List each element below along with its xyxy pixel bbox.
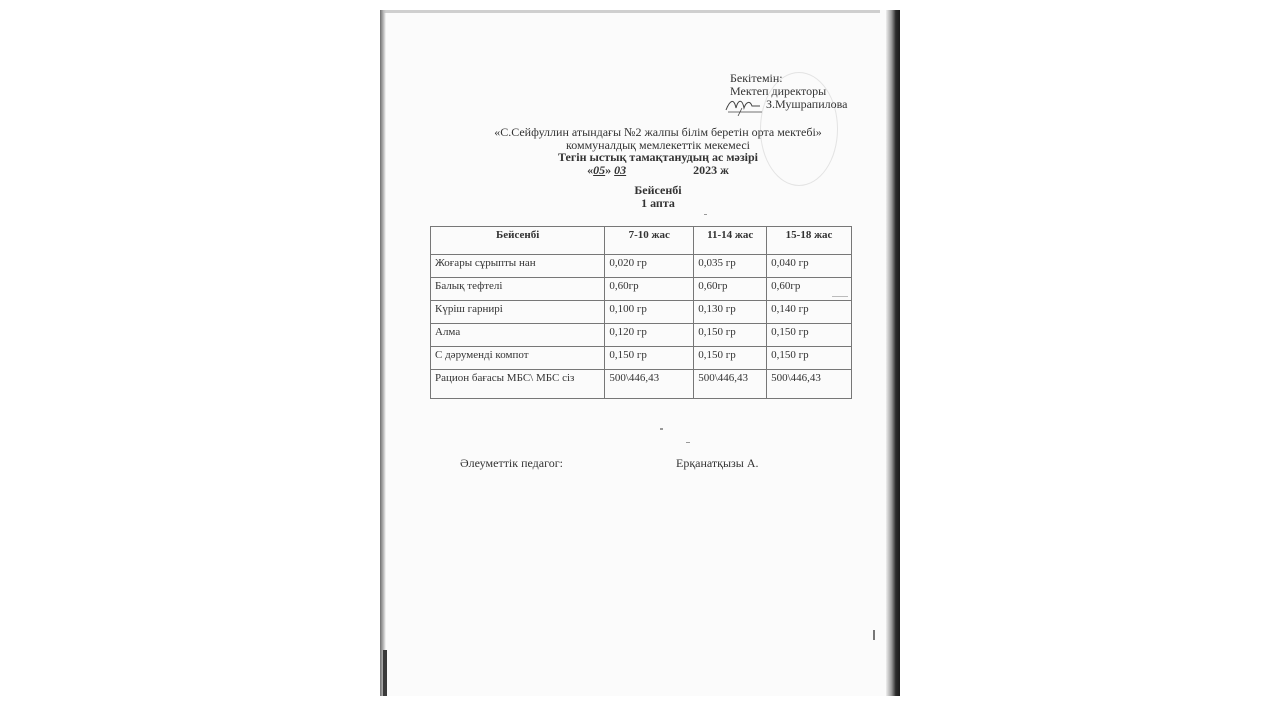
- date-year: 2023 ж: [693, 162, 729, 177]
- scan-speck: [832, 296, 848, 297]
- institution-type: коммуналдық мемлекеттік мекемесі: [565, 137, 750, 152]
- dish-name: Алма: [431, 324, 605, 347]
- price-label: Рацион бағасы МБС\ МБС сіз: [431, 370, 605, 399]
- scanned-document-page: [380, 10, 900, 696]
- portion-cell: 0,130 гр: [694, 301, 767, 324]
- page-left-edge-shadow: [380, 10, 386, 696]
- table-row: [431, 301, 852, 324]
- portion-cell: 0,150 гр: [767, 347, 852, 370]
- school-name: «С.Сейфуллин атындағы №2 жалпы білім беретін орта мектебі»: [494, 125, 822, 139]
- date-month: 03: [614, 162, 627, 177]
- handwritten-signature: [724, 94, 764, 116]
- page-left-edge-dark: [383, 650, 387, 696]
- portion-cell: 0,035 гр: [694, 255, 767, 278]
- approval-position: Мектеп директоры: [730, 84, 827, 98]
- table-row: [431, 278, 852, 301]
- social-pedagogue-name: Ерқанатқызы А.: [676, 456, 759, 470]
- director-name: З.Мушрапилова: [766, 97, 848, 111]
- table-row: [431, 324, 852, 347]
- portion-cell: 0,150 гр: [694, 347, 767, 370]
- column-header: 11-14 жас: [694, 227, 767, 255]
- scan-speck: [704, 214, 707, 215]
- portion-cell: 0,140 гр: [767, 301, 852, 324]
- date-open-quote: «: [587, 162, 594, 177]
- scan-speck: [873, 630, 875, 640]
- approval-block: [730, 72, 847, 111]
- portion-cell: 0,60гр: [605, 278, 694, 301]
- portion-cell: 0,60гр: [767, 278, 852, 301]
- portion-cell: 0,020 гр: [605, 255, 694, 278]
- scan-speck: [660, 428, 663, 430]
- dish-name: Балық тефтелі: [431, 278, 605, 301]
- date-close-quote: »: [605, 162, 612, 177]
- header-block: [380, 126, 936, 209]
- column-header: Бейсенбі: [431, 227, 605, 255]
- table-row-price: [431, 370, 852, 399]
- scan-speck: [686, 442, 690, 443]
- menu-date: [380, 164, 936, 177]
- portion-cell: 0,60гр: [694, 278, 767, 301]
- column-header: 7-10 жас: [605, 227, 694, 255]
- date-day: 05: [593, 162, 606, 177]
- dish-name: Күріш гарнирі: [431, 301, 605, 324]
- portion-cell: 0,040 гр: [767, 255, 852, 278]
- approval-signature-line: [730, 98, 847, 111]
- week-number: 1 апта: [641, 195, 675, 210]
- table-header-row: [431, 227, 852, 255]
- portion-cell: 0,120 гр: [605, 324, 694, 347]
- price-cell: 500\446,43: [694, 370, 767, 399]
- price-cell: 500\446,43: [767, 370, 852, 399]
- portion-cell: 0,150 гр: [694, 324, 767, 347]
- page-top-edge: [380, 10, 880, 13]
- dish-name: С дәруменді компот: [431, 347, 605, 370]
- social-pedagogue-label: Әлеуметтік педагог:: [460, 456, 563, 470]
- table-row: [431, 255, 852, 278]
- table-row: [431, 347, 852, 370]
- column-header: 15-18 жас: [767, 227, 852, 255]
- day-of-week: Бейсенбі: [634, 183, 682, 197]
- portion-cell: 0,150 гр: [605, 347, 694, 370]
- menu-table: [430, 226, 852, 399]
- page-right-edge-shadow: [886, 10, 900, 696]
- price-cell: 500\446,43: [605, 370, 694, 399]
- approval-label: Бекітемін:: [730, 71, 783, 85]
- dish-name: Жоғары сұрыпты нан: [431, 255, 605, 278]
- menu-title: Тегін ыстық тамақтанудың ас мәзірі: [557, 150, 759, 164]
- portion-cell: 0,150 гр: [767, 324, 852, 347]
- portion-cell: 0,100 гр: [605, 301, 694, 324]
